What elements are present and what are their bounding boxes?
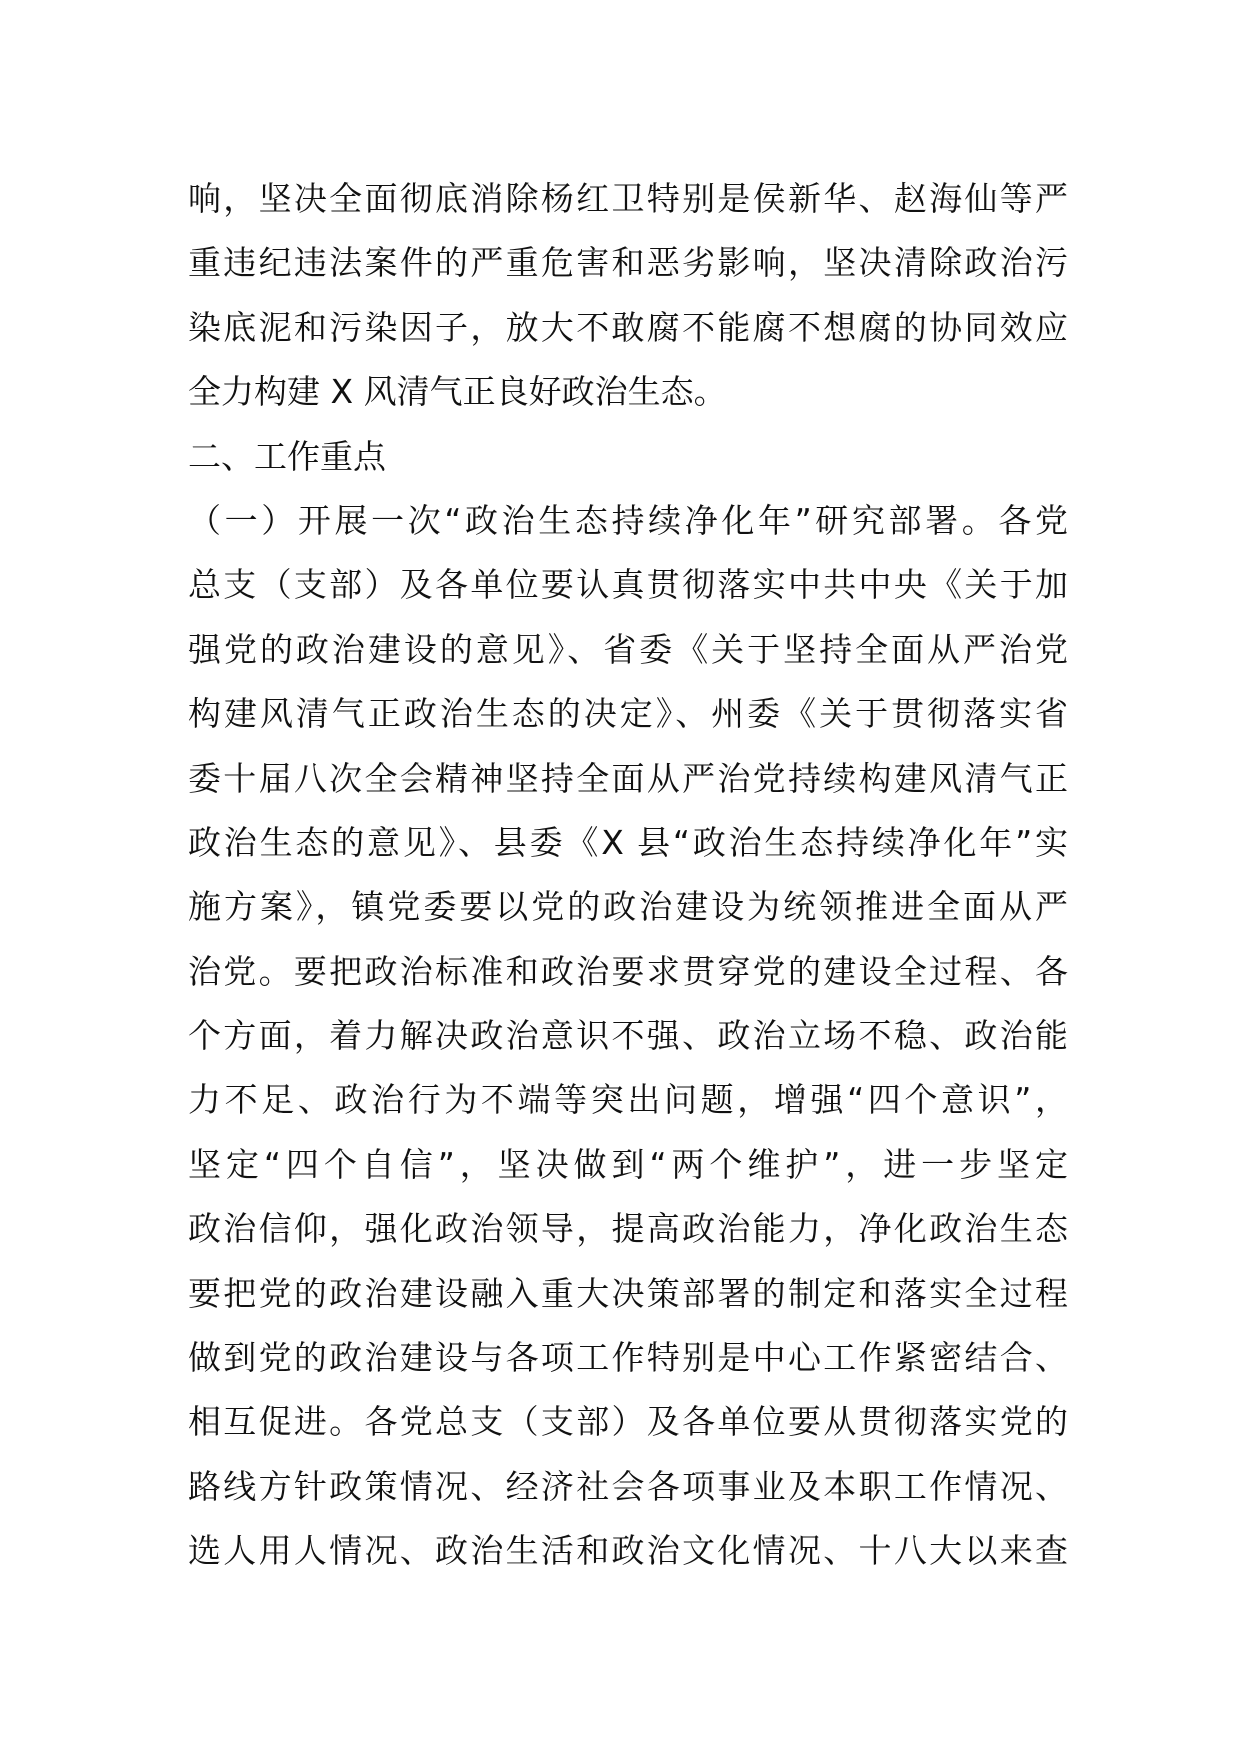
text-line: 选人用人情况、政治生活和政治文化情况、十八大以来查	[188, 1531, 1068, 1571]
text-line: （一）开展一次“政治生态持续净化年”研究部署。各党	[188, 500, 1068, 540]
section-heading: 二、工作重点	[188, 436, 386, 476]
text-line: 做到党的政治建设与各项工作特别是中心工作紧密结合、	[188, 1338, 1068, 1378]
text-line: 坚定“四个自信”，坚决做到“两个维护”，进一步坚定	[188, 1144, 1068, 1184]
text-line: 路线方针政策情况、经济社会各项事业及本职工作情况、	[188, 1466, 1068, 1506]
text-line: 委十届八次全会精神坚持全面从严治党持续构建风清气正	[188, 758, 1068, 798]
text-line: 响，坚决全面彻底消除杨红卫特别是侯新华、赵海仙等严	[188, 179, 1068, 218]
text-line: 政治生态的意见》、县委《X 县“政治生态持续净化年”实	[188, 822, 1068, 862]
text-line: 染底泥和污染因子，放大不敢腐不能腐不想腐的协同效应	[188, 307, 1068, 347]
text-line: 相互促进。各党总支（支部）及各单位要从贯彻落实党的	[188, 1402, 1068, 1442]
text-line: 强党的政治建设的意见》、省委《关于坚持全面从严治党	[188, 629, 1068, 669]
document-body	[188, 167, 1068, 1584]
text-line: 力不足、政治行为不端等突出问题，增强“四个意识”，	[188, 1080, 1068, 1120]
text-line: 个方面，着力解决政治意识不强、政治立场不稳、政治能	[188, 1016, 1068, 1056]
text-line: 总支（支部）及各单位要认真贯彻落实中共中央《关于加	[188, 565, 1068, 605]
text-line: 全力构建 X 风清气正良好政治生态。	[188, 372, 727, 412]
text-line: 治党。要把政治标准和政治要求贯穿党的建设全过程、各	[188, 951, 1068, 991]
text-line: 构建风清气正政治生态的决定》、州委《关于贯彻落实省	[188, 694, 1068, 734]
text-line: 施方案》，镇党委要以党的政治建设为统领推进全面从严	[188, 887, 1068, 927]
text-line: 重违纪违法案件的严重危害和恶劣影响，坚决清除政治污	[188, 243, 1068, 283]
text-line: 政治信仰，强化政治领导，提高政治能力，净化政治生态	[188, 1209, 1068, 1249]
text-line: 要把党的政治建设融入重大决策部署的制定和落实全过程	[188, 1273, 1068, 1313]
